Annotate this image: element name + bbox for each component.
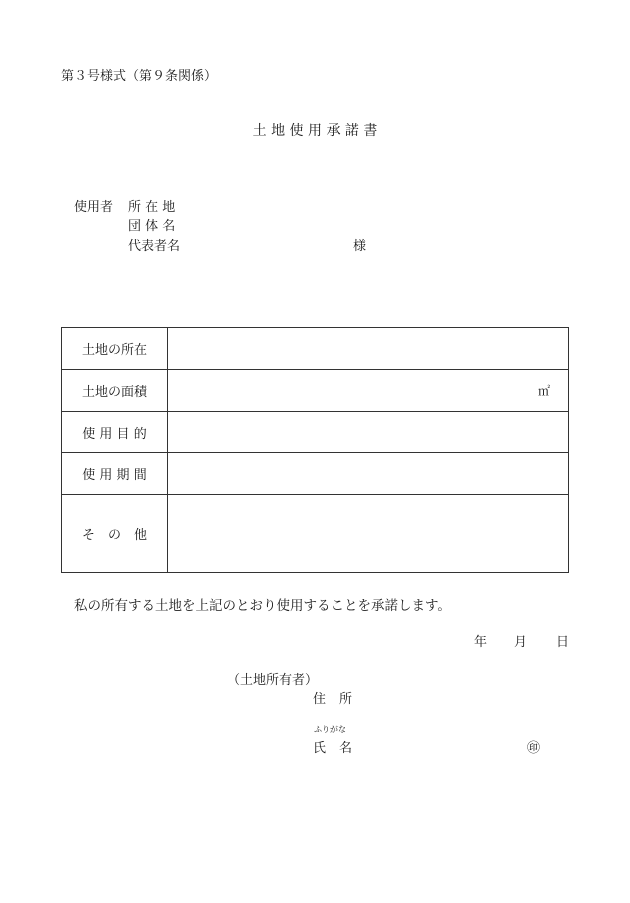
user-location-label: 所 在 地 [128,200,176,215]
owner-address-label: 住 所 [313,692,353,707]
table-row-period [62,453,569,495]
land-location-label: 土地の所在 [62,328,168,370]
user-representative-label: 代表者名 [128,239,181,254]
usage-purpose-value[interactable] [168,412,569,453]
usage-period-label: 使 用 期 間 [62,453,168,495]
usage-period-value[interactable] [168,453,569,495]
date-month-label: 月 [514,635,528,650]
seal-mark-icon: ㊞ [527,741,541,756]
form-number: 第３号様式（第９条関係） [61,69,218,84]
table-row-purpose [62,412,569,453]
owner-furigana-label: ふりがな [314,725,346,734]
table-row-other [62,495,569,573]
land-details-table [61,327,569,573]
honorific-sama: 様 [353,239,367,254]
usage-purpose-label: 使 用 目 的 [62,412,168,453]
square-meter-unit: ㎡ [537,384,550,398]
table-row-land-area [62,370,569,412]
table-row-land-location [62,328,569,370]
other-value[interactable] [168,495,569,573]
owner-name-label: 氏 名 [313,741,353,756]
date-year-label: 年 [474,635,488,650]
consent-statement: 私の所有する土地を上記のとおり使用することを承諾します。 [74,598,451,614]
land-area-value[interactable] [168,370,569,412]
document-title: 土 地 使 用 承 諾 書 [252,123,378,139]
land-location-value[interactable] [168,328,569,370]
owner-heading: （土地所有者） [227,673,319,688]
land-area-label: 土地の面積 [62,370,168,412]
user-label: 使用者 [74,200,114,215]
user-group-name-label: 団 体 名 [128,219,176,234]
other-label: そ の 他 [62,495,168,573]
date-day-label: 日 [556,635,570,650]
